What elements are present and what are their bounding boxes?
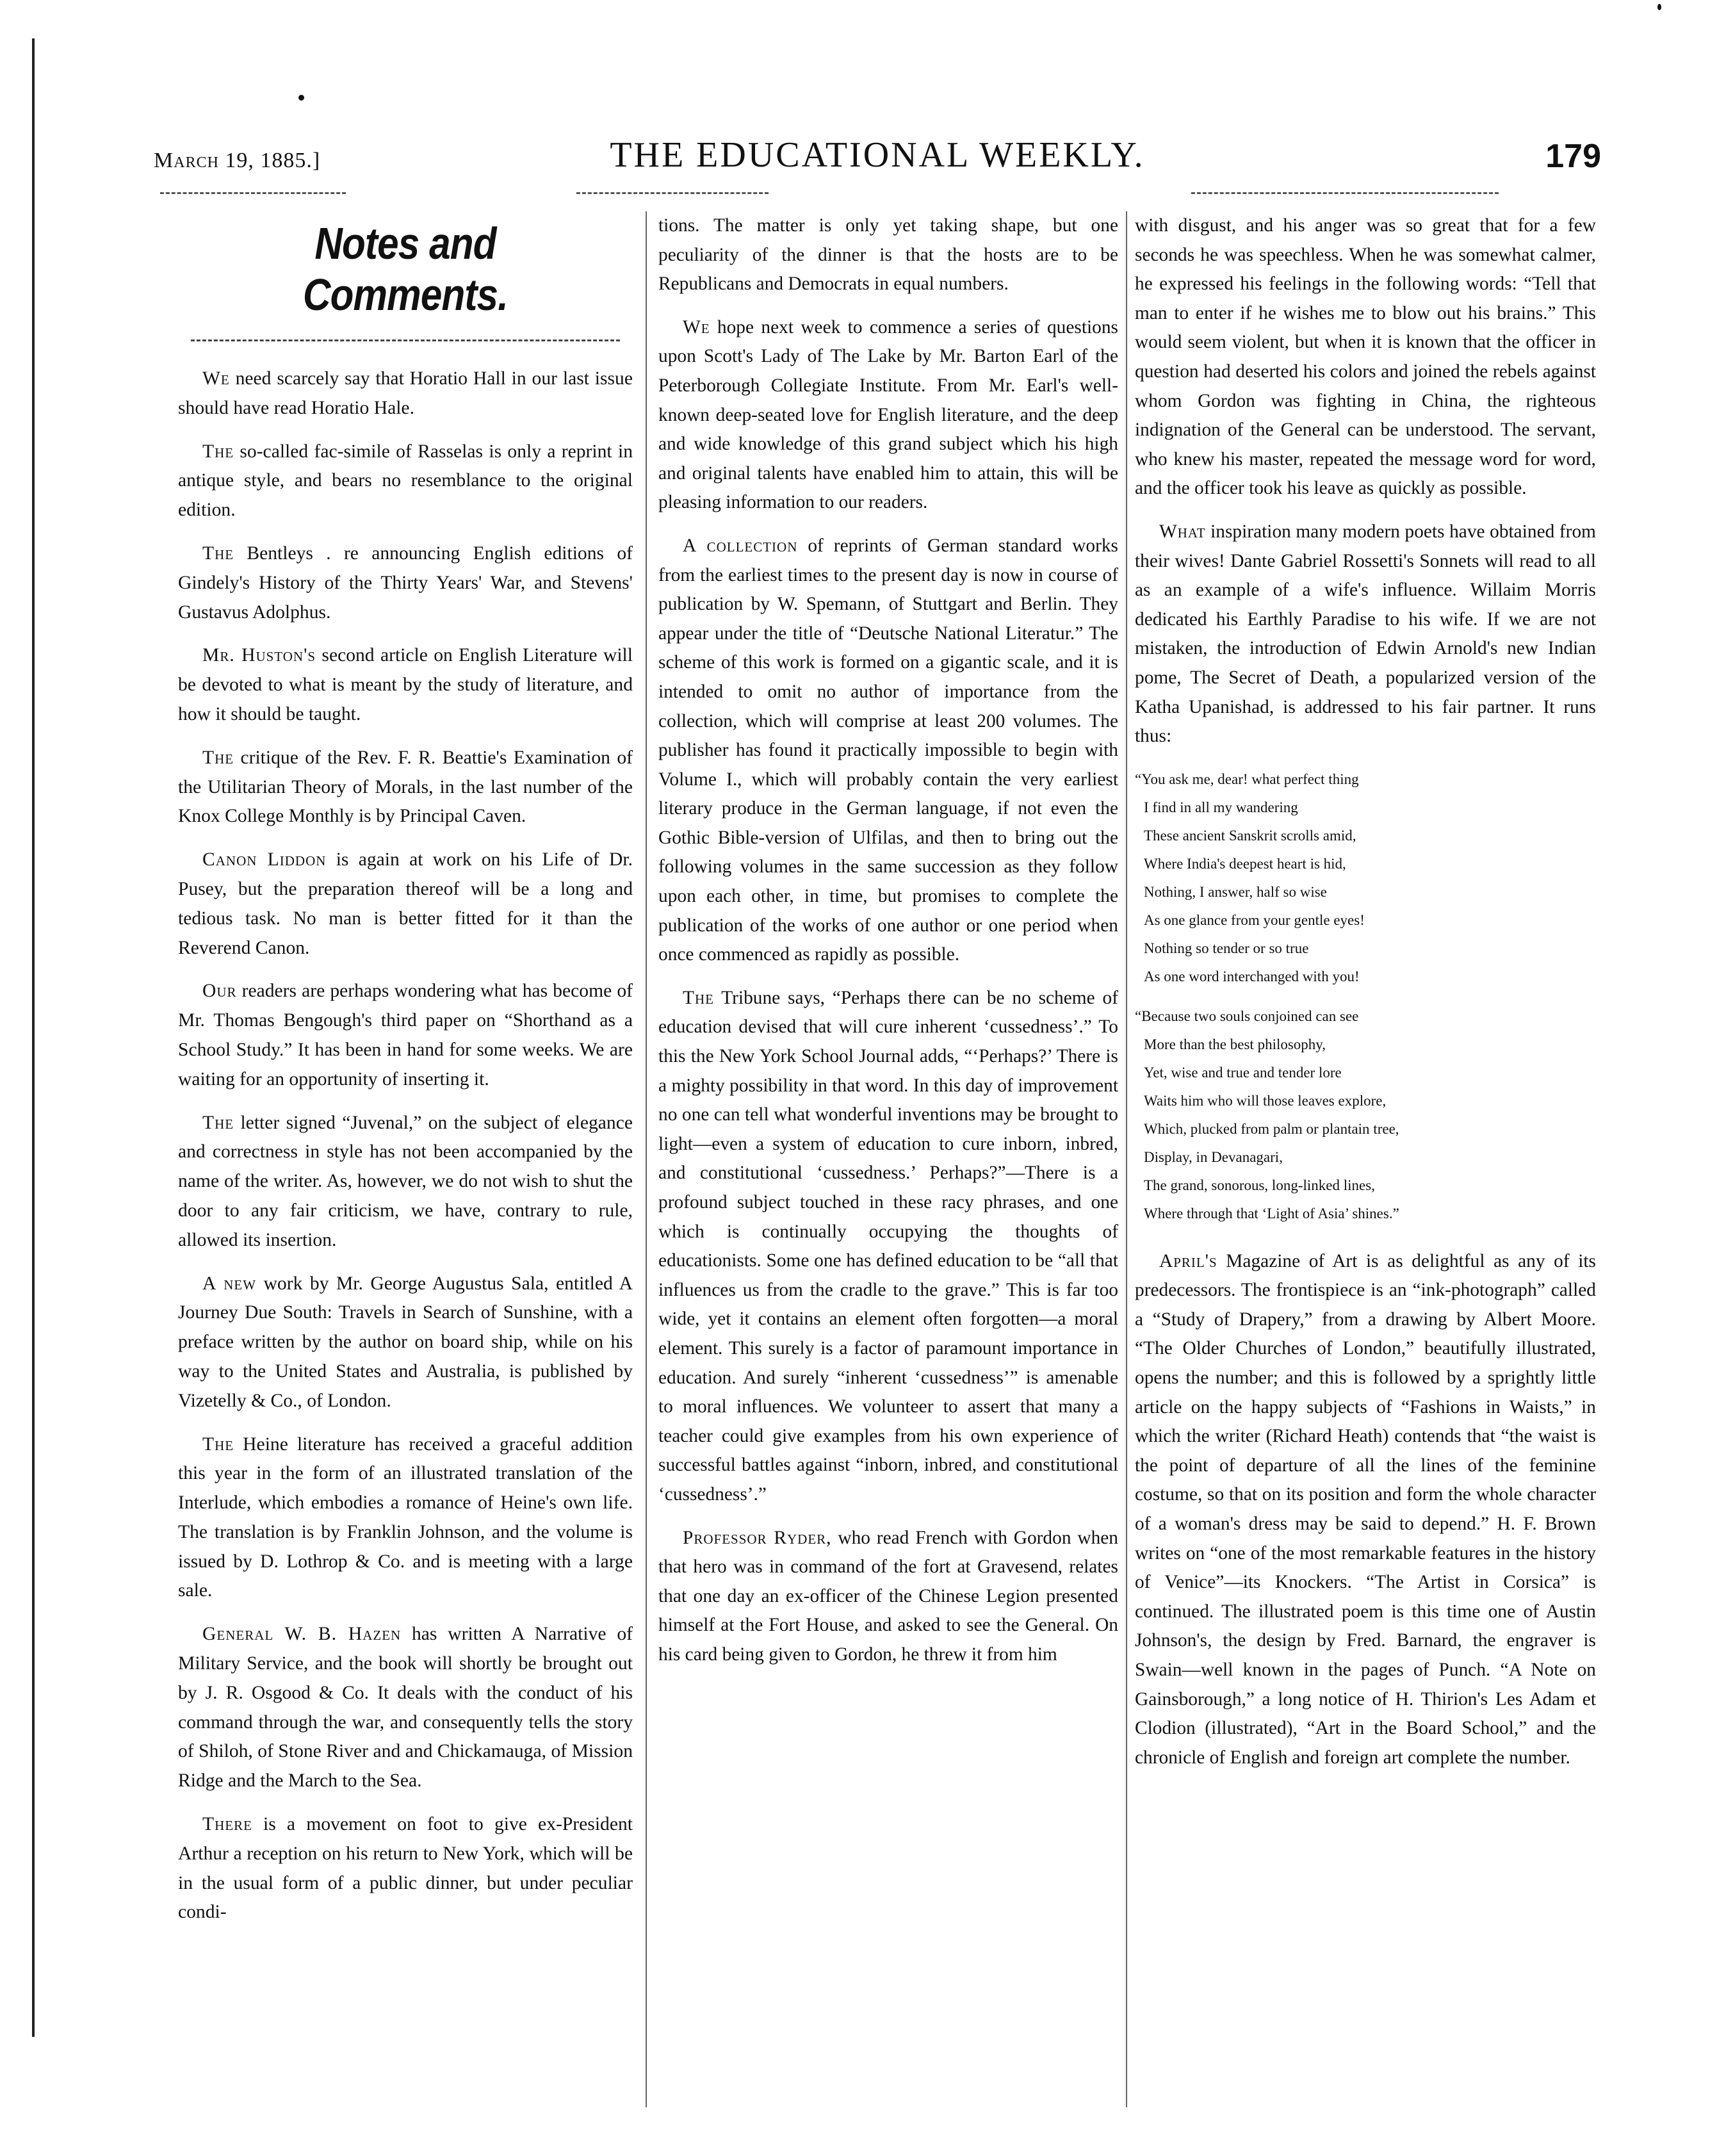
column-separator	[646, 211, 647, 2107]
poem-line: Nothing, I answer, half so wise	[1144, 883, 1327, 900]
poem-line: Which, plucked from palm or plantain tree,	[1144, 1120, 1399, 1137]
poem-line: I find in all my wandering	[1144, 799, 1298, 815]
column-1-items	[178, 364, 633, 1927]
news-item	[178, 977, 633, 1094]
news-item	[1135, 518, 1596, 751]
item-lead-word: Mr. Huston's	[202, 645, 316, 666]
news-item	[178, 641, 633, 729]
column-2-items	[658, 211, 1118, 1670]
item-lead-word: The	[202, 1433, 234, 1455]
column-3-items-after-poem	[1135, 1247, 1596, 1773]
item-text: letter signed “Juvenal,” on the subject of elegance and correctness in style has not been accompanied by the name of the writer. As, however, we do not wish to shut the door to any fair criticism, we have, contrary to rule, allowed its insertion.	[178, 1112, 633, 1250]
news-item	[1135, 211, 1596, 503]
item-text: critique of the Rev. F. R. Beattie's Examination of the Utilitarian Theory of Morals, in the last number of the Knox College Monthly is by Principal Caven.	[178, 747, 633, 827]
column-separator	[1126, 211, 1127, 2107]
item-lead-word: April's	[1159, 1250, 1217, 1271]
poem-line: “Because two souls conjoined can see	[1135, 1008, 1359, 1024]
item-text: so-called fac-simile of Rasselas is only a reprint in antique style, and bears no resemblance to the original edition.	[178, 441, 633, 521]
poem-line: “You ask me, dear! what perfect thing	[1135, 771, 1359, 787]
item-lead-word: Our	[202, 981, 237, 1002]
item-lead-word: The	[202, 543, 234, 564]
item-text: inspiration many modern poets have obtained from their wives! Dante Gabriel Rossetti's Sonnets will read to all as an example of a wife's influence. Willaim Morris dedicated his Earthly Paradise to his wife. If we are not mistaken, the introduction of Edwin Arnold's new Indian pome, The Secret of Death, a popularized version of the Katha Upanishad, is addressed to his fair partner. It runs thus:	[1135, 521, 1596, 747]
news-item	[178, 1109, 633, 1255]
item-lead-word: A new	[202, 1273, 257, 1294]
item-lead-word: Canon Liddon	[202, 849, 327, 870]
header-rule	[1191, 192, 1499, 194]
ink-speck	[1657, 4, 1661, 10]
item-lead-word: The	[683, 987, 714, 1008]
item-text: is again at work on his Life of Dr. Pusey, but the preparation thereof will be a long and tedious task. No man is better fitted for it than the Reverend Canon.	[178, 849, 633, 958]
section-title: Notes and Comments.	[302, 218, 509, 320]
poem-line: Nothing so tender or so true	[1144, 940, 1309, 956]
news-item	[178, 1270, 633, 1416]
page-number: 179	[1545, 138, 1601, 175]
item-lead-word: There	[202, 1814, 252, 1835]
news-item	[178, 364, 633, 423]
poem-line: Waits him who will those leaves explore,	[1144, 1092, 1387, 1109]
poem-line: More than the best philosophy,	[1144, 1036, 1326, 1052]
item-text: readers are perhaps wondering what has become of Mr. Thomas Bengough's third paper on “Shorthand as a School Study.” It has been in hand for some weeks. We are waiting for an opportunity of inserting it.	[178, 981, 633, 1090]
column-3	[1135, 211, 1596, 1786]
news-item	[178, 539, 633, 627]
item-lead-word: Professor Ryder,	[683, 1527, 832, 1548]
poem-line: As one glance from your gentle eyes!	[1144, 911, 1365, 928]
poem-line: As one word interchanged with you!	[1144, 968, 1360, 984]
title-rule	[191, 339, 620, 341]
news-item	[178, 845, 633, 963]
item-lead-word: General W. B. Hazen	[202, 1624, 402, 1645]
page-header	[154, 135, 1601, 186]
poem-line: Yet, wise and true and tender lore	[1144, 1064, 1342, 1081]
item-text: Magazine of Art is as delightful as any of its predecessors. The frontispiece is an “ink-photograph” called a “Study of Drapery,” from a drawing by Albert Moore. “The Older Churches of London,” beautifully illustrated, opens the number; and this is followed by a sprightly little article on the happy subjects of “Fashions in Waists,” in which the writer (Richard Heath) contends that “the waist is the point of departure of all the lines of the feminine costume, so that on its position and form the whole character of a woman's dress may be said to depend.” H. F. Brown writes on “one of the most remarkable features in the history of Venice”—its Knockers. “The Artist in Corsica” is continued. The illustrated poem is this time one of Austin Johnson's, the design by Fred. Barnard, the engraver is Swain—well known in the pages of Punch. “A Note on Gainsborough,” a long notice of H. Thirion's Les Adam et Clodion (illustrated), “Art in the Board School,” and the chronicle of English and foreign art complete the number.	[1135, 1250, 1596, 1768]
item-text: Tribune says, “Perhaps there can be no scheme of education devised that will cure inherent ‘cussedness’.” To this the New York School Journal adds, “‘Perhaps?’ There is a mighty possibility in that word. In this day of improvement no one can tell what wonderful inventions may be brought to light—even a system of education to cure inborn, inbred, and constitutional ‘cussedness.’ Perhaps?”—There is a profound subject touched in these racy phrases, and one which is continually occupying the thoughts of educationists. Some one has defined education to be “all that influences us from the cradle to the grave.” This is far too wide, yet it contains an element often forgotten—a moral element. This surely is a factor of paramount importance in education. And surely “inherent ‘cussedness’” is amenable to moral influences. We volunteer to assert that many a teacher could give examples from his own experience of successful battles against “inborn, inbred, and constitutional ‘cussedness’.”	[658, 987, 1118, 1505]
news-item	[658, 313, 1118, 518]
poem-line: These ancient Sanskrit scrolls amid,	[1144, 827, 1356, 844]
item-lead-word: The	[202, 747, 234, 768]
item-text: hope next week to commence a series of questions upon Scott's Lady of The Lake by Mr. Barton Earl of the Peterborough Collegiate Institute. From Mr. Earl's well-known deep-seated love for English literature, and the deep and wide knowledge of this grand subject which his high and original talents have enabled him to attain, this will be pleasing information to our readers.	[658, 316, 1118, 513]
news-item	[658, 984, 1118, 1510]
item-text: is a movement on foot to give ex-President Arthur a reception on his return to New York, which will be in the usual form of a public dinner, but under peculiar condi-	[178, 1814, 633, 1923]
item-lead-word: The	[202, 441, 234, 462]
news-item	[658, 211, 1118, 299]
column-2	[658, 211, 1118, 1684]
item-lead-word: We	[202, 368, 230, 389]
issue-date: March 19, 1885.]	[154, 149, 321, 172]
item-lead-word: The	[202, 1112, 234, 1133]
poem-stanza	[1135, 1002, 1596, 1228]
item-text: work by Mr. George Augustus Sala, entitled A Journey Due South: Travels in Search of Sunshine, with a preface written by the author on board ship, while on his way to the United States and Australia, is published by Vizetelly & Co., of London.	[178, 1273, 633, 1411]
item-text: need scarcely say that Horatio Hall in our last issue should have read Horatio Hale.	[178, 368, 633, 418]
item-text: tions. The matter is only yet taking shape, but one peculiarity of the dinner is that the hosts are to be Republicans and Democrats in equal numbers.	[658, 215, 1118, 295]
poem-line: Where India's deepest heart is hid,	[1144, 855, 1346, 872]
item-text: second article on English Literature will be devoted to what is meant by the study of literature, and how it should be taught.	[178, 645, 633, 724]
news-item	[1135, 1247, 1596, 1773]
header-rule	[160, 192, 346, 194]
column-3-items	[1135, 211, 1596, 751]
poem-line: Display, in Devanagari,	[1144, 1148, 1283, 1165]
item-text: Heine literature has received a graceful addition this year in the form of an illustrated translation of the Interlude, which embodies a romance of Heine's own life. The translation is by Franklin Johnson, and the volume is issued by D. Lothrop & Co. and is meeting with a large sale.	[178, 1433, 633, 1601]
news-item	[658, 1524, 1118, 1670]
news-item	[178, 437, 633, 525]
poem-line: The grand, sonorous, long-linked lines,	[1144, 1177, 1375, 1193]
column-1	[178, 211, 633, 1941]
poem-stanza	[1135, 765, 1596, 991]
publication-title: THE EDUCATIONAL WEEKLY.	[610, 135, 1145, 175]
item-text: of reprints of German standard works from the earliest times to the present day is now in course of publication by W. Spemann, of Stuttgart and Berlin. They appear under the title of “Deutsche National Literatur.” The scheme of this work is formed on a gigantic scale, and it is intended to omit no author of importance from the collection, which will comprise at least 200 volumes. The publisher has found it practically impossible to begin with Volume I., which will probably contain the very earliest literary produce in the German language, if not even the Gothic Bible-version of Ulfilas, and then to bring out the following volumes in the same succession as they follow upon each other, in time, but promises to complete the publication of the works of one author or one period when once commenced as rapidly as possible.	[658, 535, 1118, 965]
item-text: with disgust, and his anger was so great that for a few seconds he was speechless. When he was somewhat calmer, he expressed his feelings in the following words: “Tell that man to enter if he wishes me to blow out his brains.” This would seem violent, but when it is known that the officer in question had deserted his colors and joined the rebels against whom Gordon was fighting in China, the righteous indignation of the General can be understood. The servant, who knew his master, repeated the message word for word, and the officer took his leave as quickly as possible.	[1135, 215, 1596, 499]
item-text: who read French with Gordon when that hero was in command of the fort at Gravesend, relates that one day an ex-officer of the Chinese Legion presented himself at the Fort House, and asked to see the General. On his card being given to Gordon, he threw it from him	[658, 1527, 1119, 1665]
header-rule	[576, 192, 769, 194]
page-edge-rule	[32, 38, 35, 2037]
poem	[1135, 765, 1596, 1228]
item-lead-word: A collection	[683, 535, 798, 556]
item-text: Bentleys . re announcing English editions of Gindely's History of the Thirty Years' War, and Stevens' Gustavus Adolphus.	[178, 543, 633, 623]
news-item	[178, 1810, 633, 1927]
news-item	[658, 532, 1118, 970]
item-lead-word: What	[1159, 521, 1206, 542]
item-text: has written A Narrative of Military Service, and the book will shortly be brought out by J. R. Osgood & Co. It deals with the conduct of his command through the war, and consequently tells the story of Shiloh, of Stone River and and Chickamauga, of Mission Ridge and the March to the Sea.	[178, 1624, 633, 1792]
poem-line: Where through that ‘Light of Asia’ shines.”	[1144, 1205, 1399, 1221]
item-lead-word: We	[683, 316, 710, 338]
news-item	[178, 1430, 633, 1606]
news-item	[178, 1620, 633, 1796]
ink-speck	[298, 95, 304, 101]
news-item	[178, 744, 633, 831]
